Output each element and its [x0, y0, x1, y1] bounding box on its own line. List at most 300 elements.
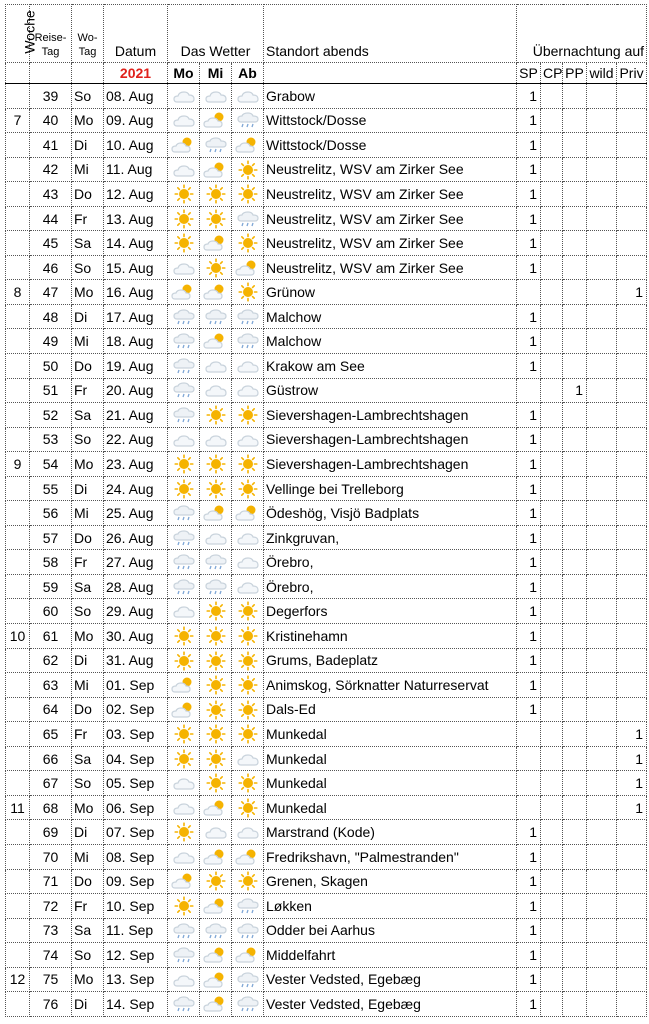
- cp-cell: [541, 403, 563, 428]
- cloud-icon: [204, 823, 228, 841]
- standort-cell: Fredrikshavn, "Palmestranden": [264, 844, 517, 869]
- reisetag-cell: 40: [30, 108, 72, 133]
- weather-morning: [168, 648, 200, 673]
- partly-sunny-icon: [204, 799, 228, 817]
- sun-icon: [204, 701, 228, 719]
- weather-morning: [168, 427, 200, 452]
- weather-midday: [200, 525, 232, 550]
- priv-cell: [617, 403, 647, 428]
- cp-cell: [541, 452, 563, 477]
- header-uebernachtung: Übernachtung auf: [517, 5, 647, 63]
- priv-cell: 1: [617, 280, 647, 305]
- weather-morning: [168, 869, 200, 894]
- pp-cell: [563, 354, 587, 379]
- wild-cell: [587, 673, 617, 698]
- sun-icon: [236, 872, 260, 890]
- priv-cell: [617, 378, 647, 403]
- cloud-icon: [236, 750, 260, 768]
- sp-cell: 1: [517, 452, 541, 477]
- datum-cell: 03. Sep: [104, 722, 168, 747]
- sp-cell: 1: [517, 697, 541, 722]
- datum-cell: 12. Aug: [104, 182, 168, 207]
- wotag-cell: Di: [72, 133, 104, 158]
- table-row: [6, 869, 647, 894]
- cp-cell: [541, 133, 563, 158]
- priv-cell: [617, 599, 647, 624]
- weather-morning: [168, 157, 200, 182]
- weather-midday: [200, 771, 232, 796]
- header-ab: Ab: [232, 63, 264, 84]
- wild-cell: [587, 206, 617, 231]
- cp-cell: [541, 304, 563, 329]
- pp-cell: [563, 550, 587, 575]
- sp-cell: 1: [517, 967, 541, 992]
- pp-cell: [563, 501, 587, 526]
- weather-morning: [168, 304, 200, 329]
- standort-cell: Løkken: [264, 894, 517, 919]
- wild-cell: [587, 182, 617, 207]
- reisetag-cell: 49: [30, 329, 72, 354]
- sun-icon: [204, 676, 228, 694]
- reisetag-cell: 66: [30, 746, 72, 771]
- priv-cell: [617, 255, 647, 280]
- weather-evening: [232, 992, 264, 1017]
- sun-icon: [204, 406, 228, 424]
- woche-cell: [6, 648, 30, 673]
- reisetag-cell: 61: [30, 624, 72, 649]
- wild-cell: [587, 820, 617, 845]
- weather-midday: [200, 599, 232, 624]
- datum-cell: 30. Aug: [104, 624, 168, 649]
- wild-cell: [587, 476, 617, 501]
- woche-cell: [6, 354, 30, 379]
- woche-cell: [6, 525, 30, 550]
- reisetag-cell: 47: [30, 280, 72, 305]
- woche-cell: [6, 304, 30, 329]
- table-row: [6, 157, 647, 182]
- wotag-cell: Sa: [72, 746, 104, 771]
- standort-cell: Neustrelitz, WSV am Zirker See: [264, 231, 517, 256]
- cp-cell: [541, 673, 563, 698]
- sun-icon: [236, 234, 260, 252]
- weather-midday: [200, 452, 232, 477]
- standort-cell: Munkedal: [264, 771, 517, 796]
- weather-midday: [200, 108, 232, 133]
- rain-icon: [236, 308, 260, 326]
- sun-icon: [236, 676, 260, 694]
- pp-cell: [563, 84, 587, 109]
- partly-sunny-icon: [236, 504, 260, 522]
- standort-cell: Sievershagen-Lambrechtshagen: [264, 427, 517, 452]
- sp-cell: 1: [517, 599, 541, 624]
- partly-sunny-icon: [172, 701, 196, 719]
- pp-cell: [563, 673, 587, 698]
- woche-cell: [6, 329, 30, 354]
- wotag-cell: Mi: [72, 673, 104, 698]
- woche-cell: [6, 157, 30, 182]
- pp-cell: [563, 574, 587, 599]
- table-row: [6, 280, 647, 305]
- reisetag-cell: 48: [30, 304, 72, 329]
- sun-icon: [236, 701, 260, 719]
- weather-evening: [232, 624, 264, 649]
- weather-evening: [232, 329, 264, 354]
- weather-evening: [232, 673, 264, 698]
- sp-cell: 1: [517, 133, 541, 158]
- weather-midday: [200, 501, 232, 526]
- cloud-icon: [236, 578, 260, 596]
- table-row: [6, 525, 647, 550]
- weather-evening: [232, 206, 264, 231]
- woche-cell: [6, 206, 30, 231]
- sun-icon: [172, 823, 196, 841]
- datum-cell: 08. Sep: [104, 844, 168, 869]
- weather-evening: [232, 378, 264, 403]
- partly-sunny-icon: [204, 234, 228, 252]
- weather-morning: [168, 746, 200, 771]
- standort-cell: Sievershagen-Lambrechtshagen: [264, 403, 517, 428]
- datum-cell: 17. Aug: [104, 304, 168, 329]
- datum-cell: 07. Sep: [104, 820, 168, 845]
- priv-cell: [617, 624, 647, 649]
- partly-sunny-icon: [236, 848, 260, 866]
- sp-cell: 1: [517, 108, 541, 133]
- cp-cell: [541, 476, 563, 501]
- weather-midday: [200, 574, 232, 599]
- pp-cell: [563, 894, 587, 919]
- wild-cell: [587, 943, 617, 968]
- priv-cell: [617, 231, 647, 256]
- table-row: [6, 844, 647, 869]
- rain-icon: [204, 308, 228, 326]
- weather-morning: [168, 476, 200, 501]
- weather-evening: [232, 108, 264, 133]
- weather-evening: [232, 182, 264, 207]
- cloud-icon: [236, 529, 260, 547]
- cloud-icon: [172, 799, 196, 817]
- wild-cell: [587, 501, 617, 526]
- datum-cell: 04. Sep: [104, 746, 168, 771]
- sun-icon: [172, 234, 196, 252]
- header-year: 2021: [104, 63, 168, 84]
- sun-icon: [172, 210, 196, 228]
- header-wetter: Das Wetter: [168, 5, 264, 63]
- wotag-cell: Di: [72, 304, 104, 329]
- weather-morning: [168, 550, 200, 575]
- wild-cell: [587, 157, 617, 182]
- sp-cell: 1: [517, 918, 541, 943]
- standort-cell: Odder bei Aarhus: [264, 918, 517, 943]
- datum-cell: 01. Sep: [104, 673, 168, 698]
- datum-cell: 09. Aug: [104, 108, 168, 133]
- wild-cell: [587, 84, 617, 109]
- wotag-cell: So: [72, 599, 104, 624]
- cloud-icon: [204, 431, 228, 449]
- weather-morning: [168, 354, 200, 379]
- woche-cell: [6, 501, 30, 526]
- woche-cell: [6, 476, 30, 501]
- priv-cell: [617, 918, 647, 943]
- weather-midday: [200, 378, 232, 403]
- wild-cell: [587, 844, 617, 869]
- standort-cell: Munkedal: [264, 722, 517, 747]
- weather-evening: [232, 967, 264, 992]
- standort-cell: Vester Vedsted, Egebæg: [264, 967, 517, 992]
- pp-cell: [563, 943, 587, 968]
- cloud-icon: [204, 357, 228, 375]
- woche-cell: 12: [6, 967, 30, 992]
- cp-cell: [541, 844, 563, 869]
- datum-cell: 05. Sep: [104, 771, 168, 796]
- rain-icon: [172, 381, 196, 399]
- weather-morning: [168, 452, 200, 477]
- wotag-cell: Fr: [72, 722, 104, 747]
- standort-cell: Degerfors: [264, 599, 517, 624]
- header-woche: Woche: [6, 5, 30, 63]
- table-row: [6, 648, 647, 673]
- rain-icon: [172, 578, 196, 596]
- weather-midday: [200, 894, 232, 919]
- weather-morning: [168, 673, 200, 698]
- pp-cell: [563, 329, 587, 354]
- woche-cell: 10: [6, 624, 30, 649]
- cp-cell: [541, 427, 563, 452]
- header-empty-woche: [6, 63, 30, 84]
- weather-evening: [232, 304, 264, 329]
- table-row: [6, 918, 647, 943]
- wild-cell: [587, 795, 617, 820]
- weather-evening: [232, 771, 264, 796]
- weather-midday: [200, 722, 232, 747]
- wotag-cell: Sa: [72, 918, 104, 943]
- partly-sunny-icon: [204, 504, 228, 522]
- wotag-cell: Mo: [72, 795, 104, 820]
- weather-morning: [168, 967, 200, 992]
- weather-morning: [168, 231, 200, 256]
- wotag-cell: Mo: [72, 967, 104, 992]
- table-row: [6, 795, 647, 820]
- priv-cell: [617, 648, 647, 673]
- datum-cell: 18. Aug: [104, 329, 168, 354]
- sun-icon: [204, 259, 228, 277]
- wotag-cell: Do: [72, 869, 104, 894]
- standort-cell: Grums, Badeplatz: [264, 648, 517, 673]
- cp-cell: [541, 795, 563, 820]
- priv-cell: [617, 133, 647, 158]
- cloud-icon: [172, 259, 196, 277]
- weather-morning: [168, 84, 200, 109]
- cp-cell: [541, 84, 563, 109]
- sp-cell: [517, 722, 541, 747]
- datum-cell: 10. Sep: [104, 894, 168, 919]
- sp-cell: 1: [517, 427, 541, 452]
- standort-cell: Krakow am See: [264, 354, 517, 379]
- reisetag-cell: 73: [30, 918, 72, 943]
- priv-cell: [617, 673, 647, 698]
- datum-cell: 02. Sep: [104, 697, 168, 722]
- woche-cell: [6, 599, 30, 624]
- weather-evening: [232, 501, 264, 526]
- weather-midday: [200, 206, 232, 231]
- datum-cell: 22. Aug: [104, 427, 168, 452]
- weather-evening: [232, 795, 264, 820]
- priv-cell: [617, 476, 647, 501]
- sp-cell: [517, 795, 541, 820]
- table-row: [6, 574, 647, 599]
- cp-cell: [541, 722, 563, 747]
- cloud-icon: [172, 161, 196, 179]
- weather-evening: [232, 255, 264, 280]
- weather-midday: [200, 624, 232, 649]
- table-row: [6, 992, 647, 1017]
- pp-cell: [563, 182, 587, 207]
- weather-evening: [232, 722, 264, 747]
- sp-cell: 1: [517, 648, 541, 673]
- weather-midday: [200, 157, 232, 182]
- weather-morning: [168, 795, 200, 820]
- wild-cell: [587, 918, 617, 943]
- wild-cell: [587, 550, 617, 575]
- pp-cell: [563, 795, 587, 820]
- priv-cell: [617, 869, 647, 894]
- partly-sunny-icon: [204, 971, 228, 989]
- priv-cell: [617, 844, 647, 869]
- sun-icon: [204, 455, 228, 473]
- cp-cell: [541, 746, 563, 771]
- standort-cell: Munkedal: [264, 795, 517, 820]
- rain-icon: [204, 578, 228, 596]
- weather-morning: [168, 624, 200, 649]
- partly-sunny-icon: [204, 848, 228, 866]
- datum-cell: 11. Aug: [104, 157, 168, 182]
- pp-cell: [563, 869, 587, 894]
- header-row-2: [6, 63, 647, 84]
- cp-cell: [541, 943, 563, 968]
- wotag-cell: Do: [72, 697, 104, 722]
- priv-cell: [617, 992, 647, 1017]
- reisetag-cell: 65: [30, 722, 72, 747]
- table-row: [6, 304, 647, 329]
- wotag-cell: Mo: [72, 452, 104, 477]
- cloud-icon: [172, 774, 196, 792]
- standort-cell: Middelfahrt: [264, 943, 517, 968]
- wotag-cell: Mi: [72, 329, 104, 354]
- sp-cell: [517, 378, 541, 403]
- datum-cell: 26. Aug: [104, 525, 168, 550]
- weather-morning: [168, 525, 200, 550]
- weather-midday: [200, 476, 232, 501]
- wild-cell: [587, 599, 617, 624]
- weather-morning: [168, 255, 200, 280]
- woche-cell: [6, 255, 30, 280]
- weather-morning: [168, 771, 200, 796]
- wild-cell: [587, 231, 617, 256]
- reisetag-cell: 54: [30, 452, 72, 477]
- weather-evening: [232, 574, 264, 599]
- sp-cell: 1: [517, 84, 541, 109]
- pp-cell: [563, 746, 587, 771]
- weather-midday: [200, 84, 232, 109]
- wotag-cell: So: [72, 427, 104, 452]
- partly-sunny-icon: [236, 136, 260, 154]
- pp-cell: [563, 255, 587, 280]
- cloud-icon: [236, 431, 260, 449]
- cloud-icon: [236, 553, 260, 571]
- reisetag-cell: 53: [30, 427, 72, 452]
- wotag-cell: Fr: [72, 550, 104, 575]
- table-row: [6, 329, 647, 354]
- weather-morning: [168, 992, 200, 1017]
- sun-icon: [172, 750, 196, 768]
- reisetag-cell: 57: [30, 525, 72, 550]
- table-row: [6, 697, 647, 722]
- woche-cell: [6, 943, 30, 968]
- rain-icon: [172, 308, 196, 326]
- woche-cell: 8: [6, 280, 30, 305]
- reisetag-cell: 60: [30, 599, 72, 624]
- cp-cell: [541, 918, 563, 943]
- cloud-icon: [204, 529, 228, 547]
- rain-icon: [172, 553, 196, 571]
- table-row: [6, 820, 647, 845]
- reisetag-cell: 42: [30, 157, 72, 182]
- standort-cell: Vellinge bei Trelleborg: [264, 476, 517, 501]
- partly-sunny-icon: [172, 676, 196, 694]
- priv-cell: 1: [617, 771, 647, 796]
- sp-cell: 1: [517, 501, 541, 526]
- weather-evening: [232, 452, 264, 477]
- wotag-cell: Do: [72, 182, 104, 207]
- table-row: [6, 108, 647, 133]
- reisetag-cell: 46: [30, 255, 72, 280]
- wotag-cell: Di: [72, 648, 104, 673]
- reisetag-cell: 50: [30, 354, 72, 379]
- datum-cell: 10. Aug: [104, 133, 168, 158]
- weather-morning: [168, 697, 200, 722]
- weather-morning: [168, 108, 200, 133]
- standort-cell: Neustrelitz, WSV am Zirker See: [264, 182, 517, 207]
- weather-morning: [168, 501, 200, 526]
- rain-icon: [236, 971, 260, 989]
- cp-cell: [541, 869, 563, 894]
- weather-midday: [200, 943, 232, 968]
- sun-icon: [204, 480, 228, 498]
- weather-morning: [168, 844, 200, 869]
- priv-cell: 1: [617, 746, 647, 771]
- datum-cell: 21. Aug: [104, 403, 168, 428]
- priv-cell: [617, 427, 647, 452]
- rain-icon: [172, 357, 196, 375]
- sun-icon: [236, 602, 260, 620]
- priv-cell: [617, 108, 647, 133]
- header-empty-wotag: [72, 63, 104, 84]
- pp-cell: [563, 403, 587, 428]
- table-row: [6, 967, 647, 992]
- wotag-cell: So: [72, 771, 104, 796]
- standort-cell: Sievershagen-Lambrechtshagen: [264, 452, 517, 477]
- pp-cell: [563, 452, 587, 477]
- wotag-cell: So: [72, 255, 104, 280]
- sun-icon: [172, 480, 196, 498]
- standort-cell: Wittstock/Dosse: [264, 108, 517, 133]
- header-mo: Mo: [168, 63, 200, 84]
- cloud-icon: [236, 823, 260, 841]
- sun-icon: [204, 627, 228, 645]
- woche-cell: [6, 918, 30, 943]
- datum-cell: 09. Sep: [104, 869, 168, 894]
- woche-cell: [6, 403, 30, 428]
- standort-cell: Malchow: [264, 329, 517, 354]
